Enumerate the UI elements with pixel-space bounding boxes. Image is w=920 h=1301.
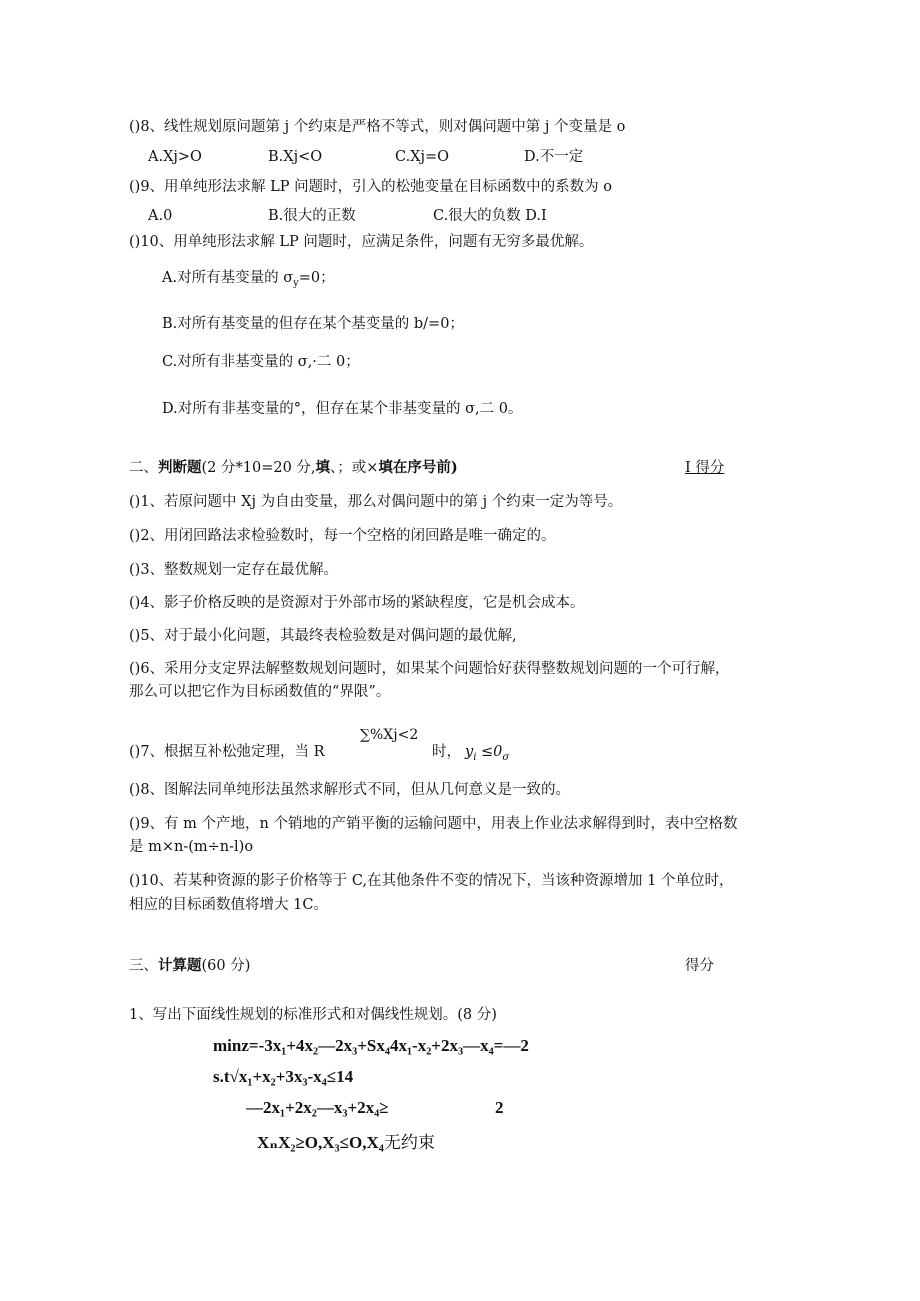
q8-option-a: A.Xj>O (148, 149, 202, 165)
lp-objective: minz=-3x₁+4x₂—2x₃+Sx₄4x₁-x₂+2x₃—x₄=—2 (213, 1036, 529, 1055)
q8-option-d: D.不一定 (524, 149, 584, 165)
tf-heading-marks: 、；或× (330, 460, 379, 476)
q9-option-b: B.很大的正数 (268, 208, 356, 224)
calc-problem-1: 1、写出下面线性规划的标准形式和对偶线性规划。(8 分) (129, 1007, 497, 1023)
calc-heading-points: (60 分) (201, 958, 251, 974)
tf-heading-points: (2 分*10=20 分, (201, 460, 316, 476)
lp-constraint-1: s.t√x₁+x₂+3x₃-x₄≤14 (213, 1067, 354, 1086)
lp-sign-constraints (257, 1134, 435, 1152)
lp-sign-constraints-free: 无约束 (383, 1133, 435, 1153)
calc-heading-title: 计算题 (158, 957, 202, 974)
q8-stem: ()8、线性规划原问题第 j 个约束是严格不等式，则对偶问题中第 j 个变量是 o (129, 119, 626, 135)
lp-sign-constraints-text: XₙX₂≥O,X₃≤O,X₄ (257, 1133, 384, 1152)
calc-heading (129, 957, 250, 975)
tf-q7-mid: 时， (432, 744, 461, 760)
tf-q7-left: ()7、根据互补松弛定理，当 R (129, 744, 325, 760)
q10-option-a-text: A.对所有基变量的 σ (162, 270, 294, 286)
tf-q8: ()8、图解法同单纯形法虽然求解形式不同，但从几何意义是一致的。 (129, 782, 571, 798)
tf-q10-line2: 相应的目标函数值将增大 1C。 (129, 897, 328, 913)
q9-option-a: A.0 (148, 208, 173, 224)
tf-q7-formula-var: y (465, 744, 474, 760)
q9-option-c: C.很大的负数 D.I (433, 208, 547, 224)
lp-constraint-2: —2x₁+2x₂—x₃+2x₄≥ (246, 1098, 389, 1117)
tf-q2: ()2、用闭回路法求检验数时，每一个空格的闭回路是唯一确定的。 (129, 528, 556, 544)
tf-q6-line1: ()6、采用分支定界法解整数规划问题时，如果某个问题恰好获得整数规划问题的一个可行解， (129, 661, 730, 677)
tf-q7-condition: ∑%Xj<2 (360, 727, 419, 743)
tf-heading (129, 459, 458, 477)
tf-q9-line2: 是 m×n-(m÷n-l)o (129, 839, 254, 855)
tf-heading-fill: 填 (315, 459, 331, 476)
tf-score-label: I 得分 (685, 460, 725, 476)
q10-option-b: B.对所有基变量的但存在某个基变量的 b/=0； (162, 316, 464, 332)
tf-q6-line2: 那么可以把它作为目标函数值的“界限”。 (129, 684, 391, 700)
q9-stem: ()9、用单纯形法求解 LP 问题时，引入的松弛变量在目标函数中的系数为 o (129, 179, 612, 195)
lp-constraint-2-rhs: 2 (495, 1098, 504, 1117)
q10-option-a-sub: y (293, 277, 299, 289)
tf-q7-formula-sub: i (473, 751, 477, 763)
tf-q10-line1: ()10、若某种资源的影子价格等于 C,在其他条件不变的情况下，当该种资源增加 1 个单位时， (129, 873, 734, 889)
tf-q7-formula (465, 743, 509, 767)
tf-q3: ()3、整数规划一定存在最优解。 (129, 562, 339, 578)
tf-heading-instruction: 填在序号前) (378, 459, 458, 476)
calc-heading-prefix: 三、 (129, 958, 158, 974)
q10-option-a-tail: =0； (298, 270, 335, 286)
q8-option-b: B.Xj<O (268, 149, 323, 165)
tf-q9-line1: ()9、有 m 个产地，n 个销地的产销平衡的运输问题中，用表上作业法求解得到时，表中空格数 (129, 816, 738, 832)
q10-option-a (162, 269, 335, 293)
q10-option-c: C.对所有非基变量的 σ,·二 0； (162, 354, 360, 370)
q10-option-d: D.对所有非基变量的°，但存在某个非基变量的 σ,二 0。 (162, 401, 523, 417)
tf-q7-formula-tail: ≤0 (476, 744, 503, 760)
q8-option-c: C.Xj=O (395, 149, 450, 165)
tf-q7-formula-tail-sub: σ (502, 751, 510, 763)
q10-stem: ()10、用单纯形法求解 LP 问题时，应满足条件，问题有无穷多最优解。 (129, 234, 594, 250)
tf-q4: ()4、影子价格反映的是资源对于外部市场的紧缺程度，它是机会成本。 (129, 595, 585, 611)
tf-heading-prefix: 二、 (129, 460, 158, 476)
tf-q5: ()5、对于最小化问题，其最终表检验数是对偶问题的最优解, (129, 628, 517, 644)
calc-score-label: 得分 (685, 958, 714, 974)
tf-q1: ()1、若原问题中 Xj 为自由变量，那么对偶问题中的第 j 个约束一定为等号。 (129, 494, 623, 510)
tf-heading-title: 判断题 (158, 459, 202, 476)
